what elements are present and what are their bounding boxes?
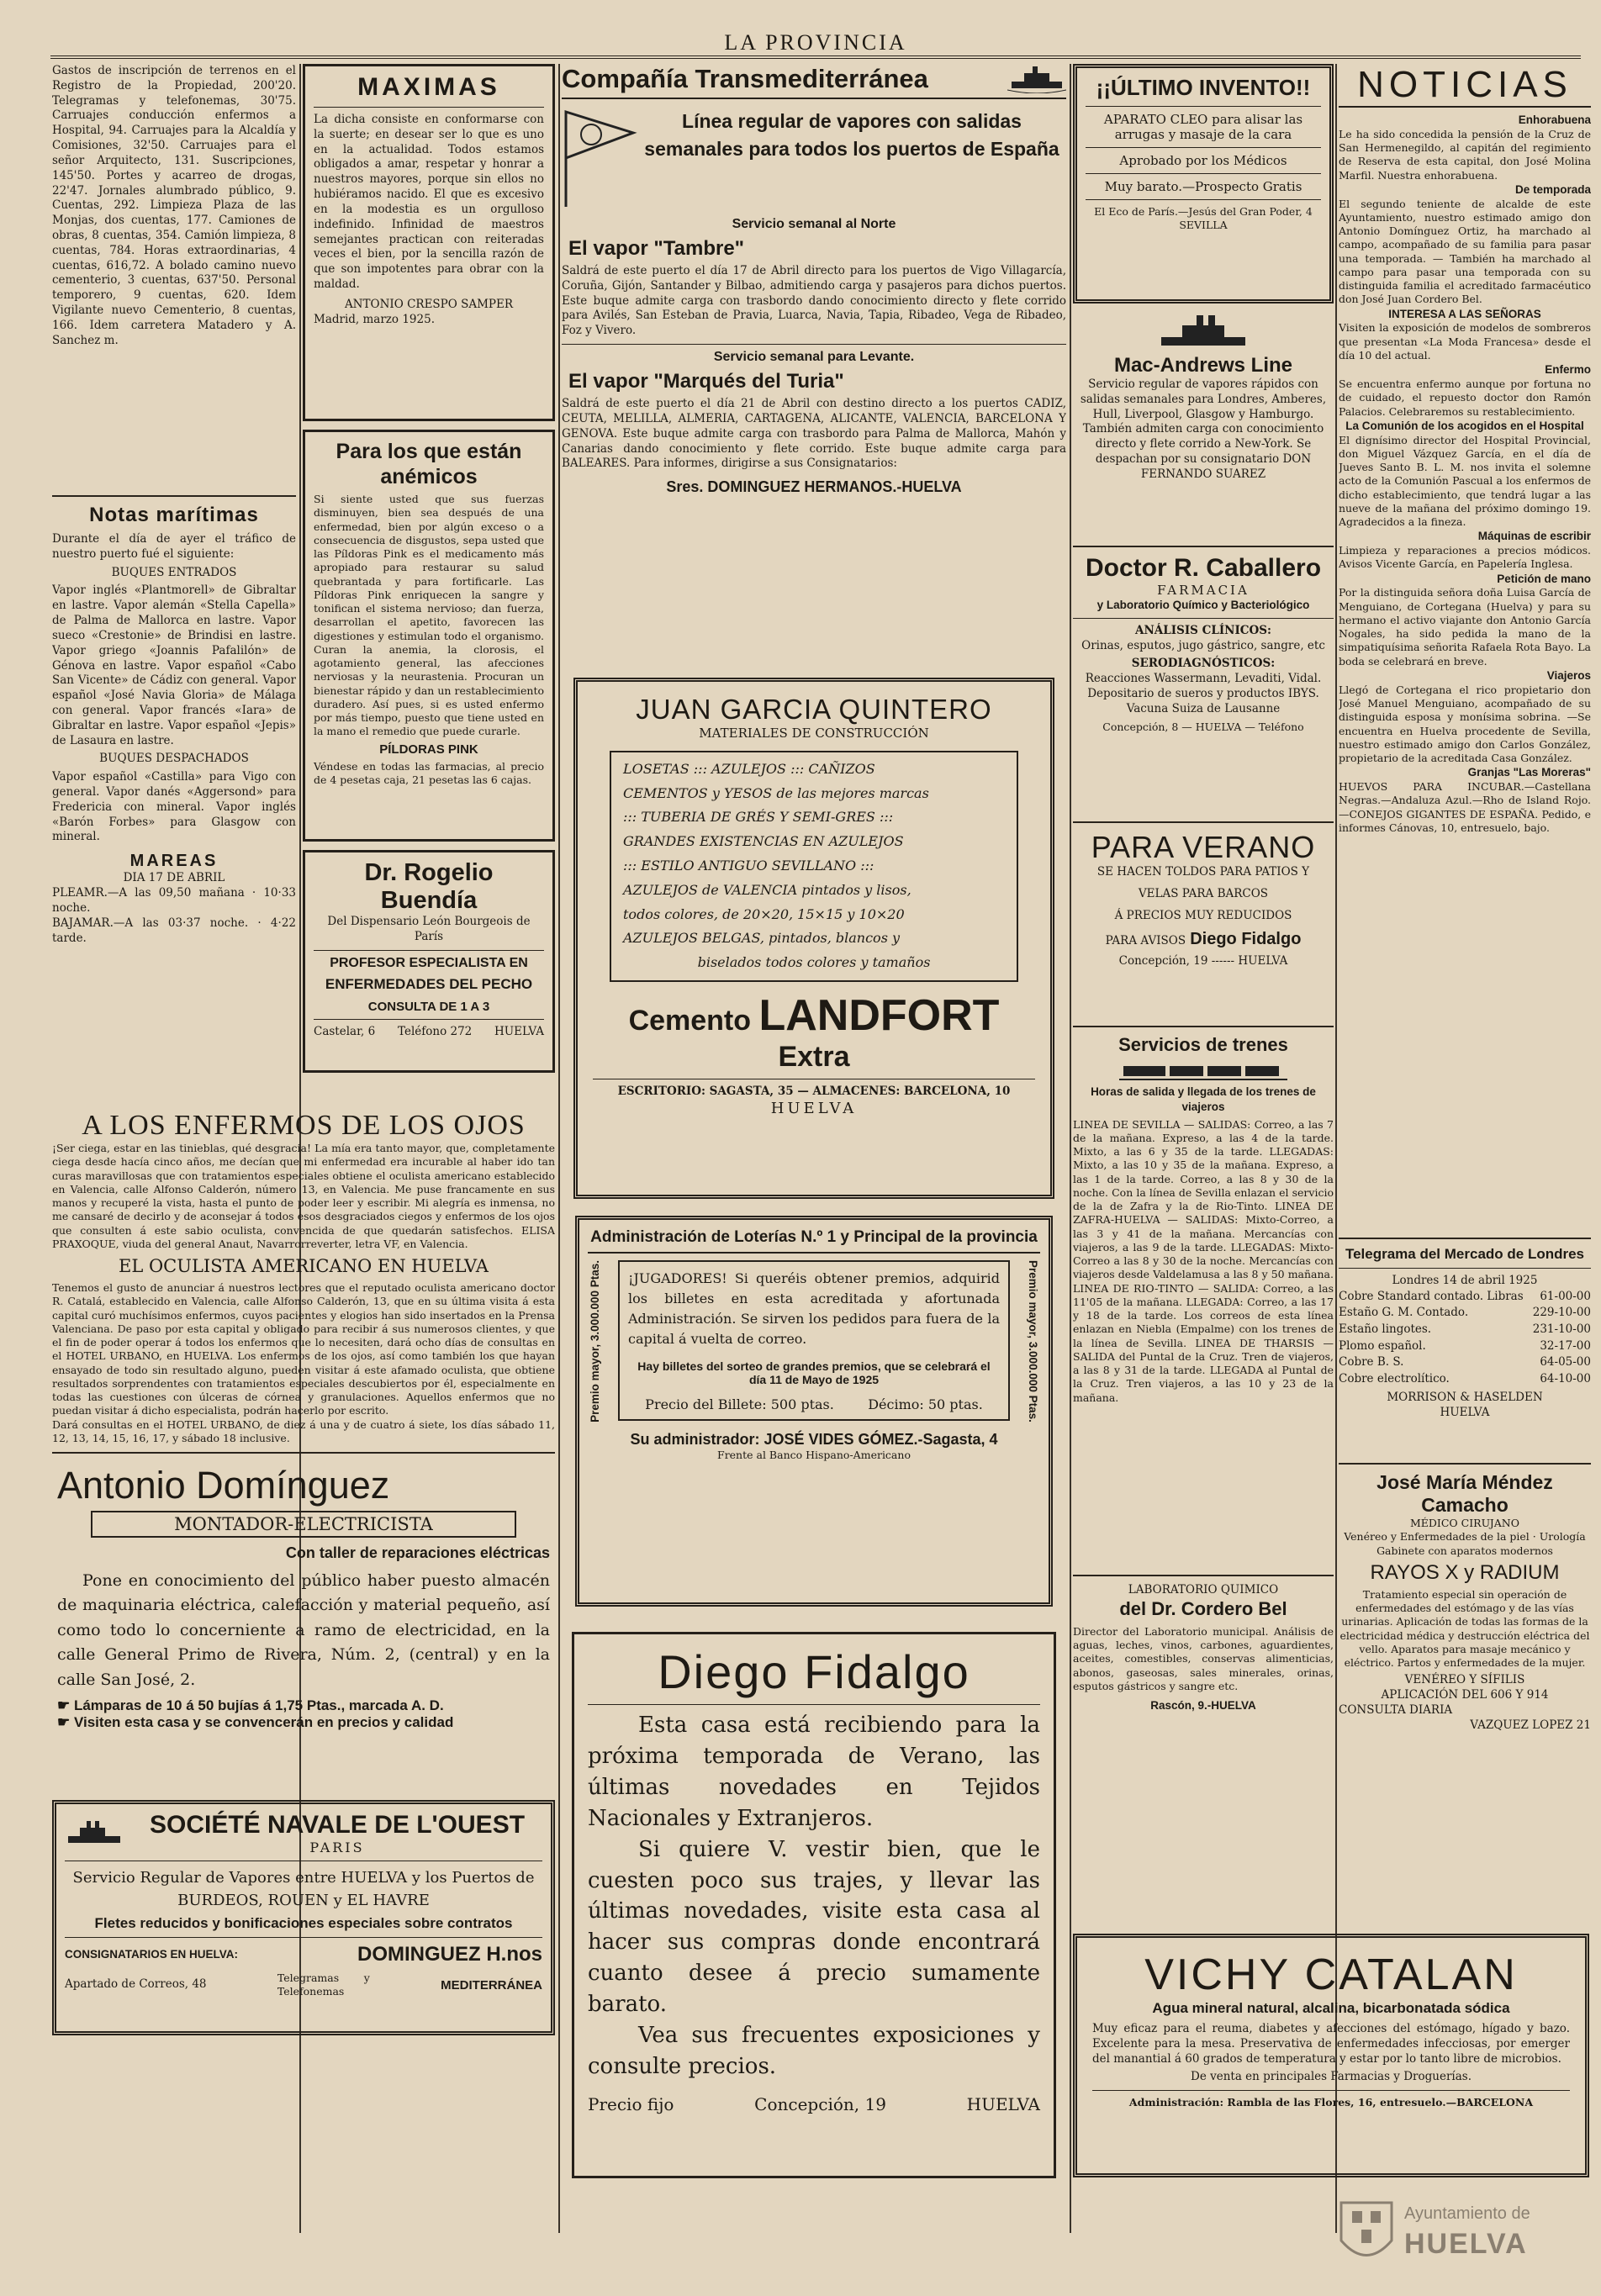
norte-body: Saldrá de este puerto el día 17 de Abril directo para los puertos de Vigo Villagarcía, Coruña, Gijón, Santander y Bilbao, admitiendo carga y pasajeros para dichos puertos. Este buque admite carga con trasbordo dando conocimiento directo y flete corrido para Avilés, San Esteban de Pravia, Luarca, Navia, Tapia, Ribadeo, Vega de Ribadeo, Foz y Vivero.	[562, 264, 1066, 338]
fidalgo-footer	[588, 2094, 1040, 2114]
mendez-sub3: Gabinete con aparatos modernos	[1376, 1544, 1553, 1557]
caballero-analisis-body: Orinas, esputos, jugo gástrico, sangre, etc	[1081, 638, 1325, 652]
notas-maritimas-title: Notas marítimas	[89, 504, 259, 526]
mareas-date: DIA 17 DE ABRIL	[123, 871, 225, 885]
caballero-sero: SERODIAGNÓSTICOS:	[1131, 657, 1276, 671]
invento-city: SEVILLA	[1179, 219, 1228, 232]
vichy-sub: Agua mineral natural, alcalina, bicarbonatada sódica	[1152, 2000, 1510, 2016]
trenes-body: LINEA DE SEVILLA — SALIDAS: Correo, a las 7 de la mañana. Expreso, a las 4 de la tarde. Mixto, a las 6 y 35 de la tarde. LLEGADAS: Mixto, a las 10 y 35 de la mañana. Expreso, a las 1 de la tarde. Correo, a las 8 y 30 de la noche. Con la línea de Sevilla enlazan el servicio de la de Zafra y la de Rio-Tinto. LINEA DE ZAFRA-HUELVA — SALIDAS: Mixto-Correo, a las 3 y 41 de la mañana. Mercancías con viajeros, a las 9 de la tarde. LLEGADAS: Mixto-Correo a las 8 y 30 de la noche. Mercancías con viajeros desde Valdelamusa a las 8 y 50 mañana. LINEA DE RIO-TINTO — SALIDA: Correo, a las 11'05 de la mañana. LLEGADA: Correo, a las 17 y 18 de la tarde. Los correos de esta línea enlazan en Niebla (Empalme) con los trenes de la línea de Sevilla. LINEA DE THARSIS — SALIDA del Puntal de la Cruz. Tren de viajeros, a las 8 y 31 de la tarde. LLEGADA al Puntal de la Cruz. Tren viajeros, a las 10 y 23 de la mañana.	[1073, 1117, 1334, 1404]
divider	[1086, 173, 1321, 174]
buendia-sub: Del Dispensario León Bourgeois de París	[327, 915, 531, 943]
mendez-name: José María Méndez Camacho	[1376, 1471, 1553, 1516]
telegrama-value: 231-10-00	[1532, 1322, 1591, 1336]
transmed-consignees: Sres. DOMINGUEZ HERMANOS.-HUELVA	[666, 478, 962, 496]
levante-ship: El vapor "Marqués del Turia"	[568, 370, 844, 393]
mendez-venereo: VENÉREO Y SÍFILIS	[1404, 1673, 1525, 1687]
dominguez-lamps	[57, 1697, 550, 1714]
dominguez-visit	[57, 1714, 550, 1731]
telegrama-firm: MORRISON & HASELDEN	[1387, 1391, 1543, 1405]
navale-name: SOCIÉTÉ NAVALE DE L'OUEST	[149, 1811, 526, 1839]
loterias-prices	[628, 1396, 1000, 1412]
noticia-item	[1339, 307, 1591, 363]
caballero-addr: Concepción, 8 — HUELVA — Teléfono	[1102, 720, 1304, 733]
dominguez-ad	[52, 1460, 555, 1795]
telegrama-date: Londres 14 de abril 1925	[1392, 1274, 1538, 1287]
noticia-heading: La Comunión de los acogidos en el Hospital	[1345, 419, 1584, 432]
divider	[1073, 546, 1334, 547]
mendez-ad	[1339, 1471, 1591, 1841]
noticia-heading: Petición de mano	[1497, 572, 1591, 585]
quintero-name: JUAN GARCIA QUINTERO	[636, 694, 992, 725]
invento-barato: Muy barato.—Prospecto Gratis	[1104, 179, 1302, 195]
buendia-phone: Teléfono 272	[398, 1024, 473, 1038]
invento-ad	[1073, 64, 1334, 303]
noticia-heading: Viajeros	[1546, 668, 1591, 682]
verano-l4b: Diego Fidalgo	[1190, 930, 1302, 949]
loterias-sorteo: Hay billetes del sorteo de grandes premios, que se celebrará el día 11 de Mayo de 1925	[637, 1359, 991, 1386]
verano-title: PARA VERANO	[1091, 830, 1316, 864]
navale-ad	[52, 1800, 555, 2035]
telegrama-value: 61-00-00	[1540, 1289, 1591, 1303]
vichy-body: Muy eficaz para el reuma, diabetes y afecciones del estómago, hígado y bazo. Excelente para la mesa. Preservativa de enfermedades infecciosas, por emerger del manantial á 60 grados de temperatura y estar por lo tanto libre de microbios.	[1092, 2022, 1570, 2066]
mendez-consulta: CONSULTA DIARIA	[1339, 1702, 1453, 1717]
navale-body: Servicio Regular de Vapores entre HUELVA y los Puertos de BURDEOS, ROUEN y EL HAVRE	[72, 1869, 535, 1909]
vichy-ad	[1073, 1934, 1589, 2177]
mendez-rayos: RAYOS X y RADIUM	[1370, 1560, 1560, 1584]
quintero-products	[610, 751, 1018, 982]
navale-consig: CONSIGNATARIOS EN HUELVA:	[65, 1948, 239, 1961]
caballero-analisis: ANÁLISIS CLÍNICOS:	[1134, 623, 1272, 637]
quintero-line: AZULEJOS BELGAS, pintados, blancos y	[623, 930, 901, 947]
divider	[1073, 1575, 1334, 1576]
fidalgo-p2: Si quiere V. vestir bien, que le cuesten poco sus trajes, y llevar las últimas novedades, visite esta casa al hacer sus compras donde encontrará cuanto desee á precio sumamente barato.	[588, 1836, 1040, 2018]
quintero-office: ESCRITORIO: SAGASTA, 35 — ALMACENES: BARCELONA, 10	[617, 1084, 1011, 1098]
divider	[1092, 2090, 1570, 2091]
transmed-line: Línea regular de vapores con salidas semanales para todos los puertos de España	[644, 110, 1059, 161]
quintero-line: LOSETAS ::: AZULEJOS ::: CAÑIZOS	[623, 760, 875, 777]
divider	[1339, 1238, 1591, 1239]
noticia-text: HUEVOS PARA INCUBAR.—Castellana Negras.—Andaluza Azul.—Rho de Island Rojo.—CONEJOS GIGANTES DE ESPAÑA. Pedido, e informes Cánovas, 10, entresuelo, bajo.	[1339, 780, 1591, 834]
hand-icon: ☛	[57, 1714, 74, 1731]
loterias-decimo: Décimo: 50 ptas.	[868, 1396, 983, 1412]
cement-label: Cemento	[628, 1004, 759, 1037]
divider	[1073, 821, 1334, 823]
notas-intro: Durante el día de ayer el tráfico de nuestro puerto fué el siguiente:	[52, 532, 296, 561]
verano-avisos	[1073, 930, 1334, 949]
telegrama-row	[1339, 1371, 1591, 1388]
verano-l3: Á PRECIOS MUY REDUCIDOS	[1114, 908, 1292, 922]
telegrama-row	[1339, 1354, 1591, 1371]
ship-icon	[1153, 312, 1254, 354]
quintero-line: ::: ESTILO ANTIGUO SEVILLANO :::	[623, 857, 874, 874]
navale-fletes: Fletes reducidos y bonificaciones especiales sobre contratos	[94, 1915, 513, 1931]
transmed-title: Compañía Transmediterránea	[562, 64, 928, 93]
divider	[65, 1937, 542, 1938]
macandrews-title: Mac-Andrews Line	[1113, 354, 1293, 377]
dominguez-lamps-text: Lámparas de 10 á 50 bujías á 1,75 Ptas., marcada A. D.	[73, 1697, 444, 1714]
telegrama-row	[1339, 1322, 1591, 1338]
mendez-addr: VAZQUEZ LOPEZ 21	[1470, 1718, 1591, 1732]
loterias-inner	[618, 1260, 1010, 1421]
enfermos-body: ¡Ser ciega, estar en las tinieblas, qué desgracia! La mía era tanto mayor, que, completamente ciega desde hacía cinco años, me decían que mi enfermedad era incurable al haber ido tan curas maravillosas que con tratamientos especiales obtiene el oculista americano establecido en Valencia, calle Alfonso Calderón, número 13, en Valencia. Me puse francamente en sus manos y recuperé la vista, hasta el punto de poder leer y escribir. Mi alegría es inmensa, no me cansaré de decirlo y de aconsejar á todos esos desgraciados ciegos y enfermos de los ojos que consulten á este sabio oculista, convencida de que quedarán satisfechos. ELISA PRAXOQUE, viuda del general Anaut, Navarrorreverter, letra VF, en Valencia.	[52, 1142, 555, 1250]
mendez-sub2: Venéreo y Enfermedades de la piel · Urología	[1344, 1530, 1586, 1544]
divider	[314, 950, 544, 951]
quintero-line: ::: TUBERIA DE GRÉS Y SEMI-GRES :::	[623, 809, 894, 826]
loterias-ad	[575, 1216, 1053, 1607]
column-3	[562, 64, 1066, 2267]
navale-consig-row	[65, 1943, 542, 1966]
quintero-line: AZULEJOS de VALENCIA pintados y lisos,	[623, 881, 911, 898]
telegrama-section	[1339, 1246, 1591, 1456]
buendia-spec2: ENFERMEDADES DEL PECHO	[325, 975, 533, 992]
noticia-text: Se encuentra enfermo aunque por fortuna no de cuidado, el repuesto doctor don Ramón Palacios. Celebraremos su restablecimiento.	[1339, 377, 1591, 418]
telegrama-item: Cobre B. S.	[1339, 1355, 1404, 1370]
noticia-item	[1339, 419, 1591, 530]
buques-entrados: Vapor inglés «Plantmorell» de Gibraltar en lastre. Vapor alemán «Stella Capella» de Palma de Mallorca en lastre. Vapor sueco «Crestonie» de Brindisi en lastre. Vapor griego «Joannis Pafalilón» de Génova en lastre. Vapor español «Cabo San Vicente» de Cádiz con general. Vapor español «José Navia Gloria» de Málaga con general. Vapor francés «Iara» de Gibraltar en lastre. Vapor español «Jepis» de Lasaura en lastre.	[52, 583, 296, 747]
fidalgo-precio: Precio fijo	[588, 2093, 674, 2114]
telegrama-value: 64-10-00	[1540, 1371, 1591, 1386]
quintero-line: CEMENTOS y YESOS de las mejores marcas	[623, 784, 929, 801]
divider	[1339, 1268, 1591, 1269]
cordero-name: del Dr. Cordero Bel	[1119, 1597, 1287, 1619]
caballero-sero-body: Reacciones Wassermann, Levaditi, Vidal. Depositario de sueros y productos IBYS. Vacuna Suiza de Lausanne	[1085, 672, 1322, 715]
mendez-aplic: APLICACIÓN DEL 606 Y 914	[1381, 1688, 1549, 1702]
bulb-icon: ☛	[57, 1697, 74, 1714]
mareas-title: MAREAS	[129, 852, 219, 871]
divider	[1086, 199, 1321, 200]
fidalgo-address: Concepción, 19	[754, 2093, 886, 2114]
divider	[1339, 1463, 1591, 1465]
dominguez-taller: Con taller de reparaciones eléctricas	[285, 1544, 550, 1561]
telegrama-item: Estaño G. M. Contado.	[1339, 1306, 1469, 1320]
coat-of-arms-icon	[1337, 2194, 1396, 2270]
buendia-address: Castelar, 6	[314, 1024, 376, 1038]
dominguez-visit-text: Visiten esta casa y se convencerán en precios y calidad	[73, 1714, 454, 1731]
buques-despachados: Vapor español «Castilla» para Vigo con general. Vapor danés «Aggersond» para Fredericia con mineral. Vapor inglés «Barón Forbes» para Glasgow con mineral.	[52, 770, 296, 844]
ship-icon	[1007, 65, 1066, 93]
noticias-title: NOTICIAS	[1339, 64, 1591, 108]
loterias-admin2: Frente al Banco Hispano-Americano	[717, 1448, 911, 1461]
noticia-text: Visiten la exposición de modelos de sombreros que presentan «La Moda Francesa» desde el día 10 del actual.	[1339, 321, 1591, 362]
telegrama-item: Plomo español.	[1339, 1338, 1426, 1353]
levante-body: Saldrá de este puerto el día 21 de Abril con destino directo a los puertos CADIZ, CEUTA, MELILLA, ALMERIA, CARTAGENA, ALICANTE, VALENCIA, BARCELONA Y GENOVA. Este buque admite carga con trasbordo para Palma de Mallorca, Mahón y Canarias dando conocimiento y flete corrido. Este buque admite carga para BALEARES. Para informes, dirigirse a sus Consignatarios:	[562, 397, 1066, 471]
anemicos-note: Véndese en todas las farmacias, al precio de 4 pesetas caja, 21 pesetas las 6 cajas.	[314, 759, 544, 786]
macandrews-body: Servicio regular de vapores rápidos con salidas semanales para Londres, Amberes, Hull, Liverpool, Glasgow y Hamburgo. También admiten carga con conocimiento directo y flete corrido a New-York. Se despachan por su consignatario DON FERNANDO SUAREZ	[1080, 377, 1327, 481]
norte-ship: El vapor "Tambre"	[568, 237, 745, 260]
loterias-price: Precio del Billete: 500 ptas.	[645, 1396, 834, 1412]
navale-city: PARIS	[309, 1839, 365, 1855]
fidalgo-city: HUELVA	[966, 2093, 1040, 2114]
anemicos-title: Para los que están anémicos	[336, 440, 522, 488]
quintero-ad	[573, 678, 1054, 1199]
invento-addr: El Eco de París.—Jesús del Gran Poder, 4	[1094, 205, 1313, 219]
dominguez-body: Pone en conocimiento del público haber puesto almacén de maquinaria eléctrica, calefacción y material pequeño, así como todo lo concerniente a ramo de electricidad, en la calle General Primo de Rivera, Núm. 2, (central) y en la calle San José, 2.	[57, 1571, 550, 1689]
maximas-box	[303, 64, 555, 421]
pildoras-pink: PÍLDORAS PINK	[379, 742, 478, 757]
column-rule	[1070, 64, 1071, 2233]
quintero-line: biselados todos colores y tamaños	[697, 954, 931, 971]
buques-entrados-title: BUQUES ENTRADOS	[111, 565, 237, 579]
quintero-sub: MATERIALES DE CONSTRUCCIÓN	[699, 726, 929, 741]
invento-aparato: APARATO CLEO para alisar las arrugas y masaje de la cara	[1103, 112, 1303, 143]
trenes-section	[1073, 1034, 1334, 1568]
loterias-side-right: Premio mayor, 3.000.000 Ptas.	[1027, 1260, 1039, 1422]
transmediterranea-ad	[562, 64, 1066, 678]
masthead: LA PROVINCIA	[50, 30, 1581, 59]
macandrews-ad	[1073, 312, 1334, 539]
telegrama-row	[1339, 1338, 1591, 1355]
buendia-spec1: PROFESOR ESPECIALISTA EN	[330, 955, 528, 970]
noticia-text: El segundo teniente de alcalde de este Ayuntamiento, nuestro estimado amigo don Antonio Domínguez Ortiz, ha marchado al campo, acompañado de su familia para pasar una temporada. — También ha marchado al campo para pasar una temporada con su distinguida familia el acreditado farmacéutico don José Juan Cordero Bel.	[1339, 197, 1591, 306]
noticia-text: Por la distinguida señora doña Luisa García de Menguiano, de Cortegana (Huelva) y para su hermano el activo viajante don Antonio García Nogales, ha sido pedida la mano de la simpatiquísima señorita Rafaela Rota Bayo. La boda se celebrará en breve.	[1339, 586, 1591, 668]
navale-bottom-row	[65, 1971, 542, 1999]
column-5	[1339, 64, 1591, 1930]
divider	[52, 495, 296, 497]
maximas-body: La dicha consiste en conformarse con la suerte; en desear ser lo que es uno en la actualidad. Todos estamos obligados a amar, respetar y honrar a nuestros mayores, porque sin ellos no hubiéramos nacido. El que es excesivo en la modestia es un orgulloso indefinido. Infinidad de maestros semejantes practican con reiteradas veces el bien, por la sencilla razón de que son impotentes para obrar con la maldad.	[314, 113, 544, 291]
column-1	[52, 64, 296, 1027]
norte-title: Servicio semanal al Norte	[732, 217, 896, 231]
invento-aprob: Aprobado por los Médicos	[1119, 153, 1287, 169]
navale-apartado: Apartado de Correos, 48	[65, 1977, 207, 1992]
quintero-city: HUELVA	[770, 1099, 858, 1117]
transmed-line-row	[562, 108, 1066, 208]
steamship-icon	[65, 1819, 124, 1848]
bajamar: BAJAMAR.—A las 03·37 noche. · 4·22 tarde.	[52, 916, 296, 945]
trenes-sub: Horas de salida y llegada de los trenes de viajeros	[1091, 1085, 1316, 1113]
navale-header	[65, 1811, 542, 1855]
navale-tel: Telegramas y Telefonemas	[277, 1971, 370, 1998]
loterias-title: Administración de Loterías N.º 1 y Principal de la provincia	[588, 1228, 1040, 1254]
vichy-admin: Administración: Rambla de las Flores, 16, entresuelo.—BARCELONA	[1128, 2096, 1534, 2109]
telegrama-table	[1339, 1289, 1591, 1387]
verano-ad	[1073, 830, 1334, 1019]
telegrama-row	[1339, 1305, 1591, 1322]
footer-line2: HUELVA	[1404, 2228, 1528, 2260]
loterias-admin: Su administrador: JOSÉ VIDES GÓMEZ.-Sagasta, 4	[630, 1430, 998, 1448]
noticia-heading: Enhorabuena	[1518, 113, 1591, 126]
telegrama-item: Cobre Standard contado. Libras	[1339, 1289, 1524, 1303]
fidalgo-name: Diego Fidalgo	[658, 1645, 970, 1698]
noticia-text: Le ha sido concedida la pensión de la Cruz de San Hermenegildo, al capitán del regimiento de Reserva de esta capital, don José Molina Marfil. Nuestra enhorabuena.	[1339, 127, 1591, 182]
invento-title: ¡¡ÚLTIMO INVENTO!!	[1096, 75, 1311, 100]
caballero-sub2: y Laboratorio Químico y Bacteriológico	[1096, 599, 1310, 611]
oculista-dates: Dará consultas en el HOTEL URBANO, de diez á una y de cuatro á siete, los días sábado 11, 12, 13, 14, 15, 16, 17, y sábado 18 inclusive.	[52, 1417, 555, 1444]
divider	[588, 1704, 1040, 1705]
mendez-sub: MÉDICO CIRUJANO	[1409, 1517, 1519, 1529]
telegrama-title: Telegrama del Mercado de Londres	[1345, 1246, 1585, 1262]
buendia-name: Dr. Rogelio Buendía	[364, 859, 494, 914]
levante-title: Servicio semanal para Levante.	[713, 350, 915, 365]
transmed-header	[562, 64, 1066, 99]
maximas-place: Madrid, marzo 1925.	[314, 312, 435, 326]
divider	[1086, 147, 1321, 148]
footer-line1: Ayuntamiento de	[1404, 2204, 1530, 2223]
cordero-body: Director del Laboratorio municipal. Análisis de aguas, leches, vinos, carbones, aguardientes, aceites, comestibles, conservas alimenticias, abonos, gaseosas, sales minerales, orinas, esputos gástricos y sangre etc.	[1073, 1624, 1334, 1692]
dominguez-name: Antonio Domínguez	[57, 1464, 390, 1507]
oculista-body: Tenemos el gusto de anunciar á nuestros lectores que el reputado oculista americano doctor R. Catalá, establecido en Valencia, calle Alfonso Calderón, 13, que en su última visita á esta capital curó muchísimos enfermos, cuyos pacientes y elogios han sido insertados en la Prensa Valenciana. De paso por esta capital y obligado para recibir á sus numerosos clientes, y que el fin de poder operar á todos los enfermos que lo necesiten, dará ocho días de consultas en el HOTEL URBANO, en HUELVA. Los enfermos de los ojos, así como también los que hayan ensayado de todo sin resultado alguno, pueden visitar á este afamado oculista, que obtiene resultados sorprendentes con tratamientos especiales descubiertos por él, especialmente en todas las cuestiones con úlceras de córnea y granulaciones. Aquellos enfermos que no puedan visitar á dicho especialista, podrán hacerlo por escrito.	[52, 1281, 555, 1417]
divider	[562, 344, 1066, 345]
quintero-line: GRANDES EXISTENCIAS EN AZULEJOS	[623, 833, 904, 850]
buendia-contact	[314, 1025, 544, 1040]
telegrama-value: 229-10-00	[1532, 1306, 1591, 1320]
caballero-ad	[1073, 554, 1334, 815]
divider	[52, 1452, 555, 1454]
noticia-heading: De temporada	[1514, 182, 1591, 196]
noticias-list	[1339, 113, 1591, 1231]
anemicos-body: Si siente usted que sus fuerzas disminuyen, bien sea después de una enfermedad, bien por algún exceso o a consecuencia de disgustos, sepa usted que las Píldoras Pink es el medicamento más apropiado para restaurar su salud quebrantada y para fortificarle. Las Píldoras Pink enriquecen la sangre y tonifican el sistema nervioso; dan fuerza, desarrollan el apetito, favorecen las digestiones y estimulan todo el organismo. Curan la anemia, la clorosis, el agotamiento general, las afecciones nerviosas y la neurastenia. Procuran un bienestar rápido y dan un restablecimiento duradero. Así pues, si es usted enfermo por más tiempo, puesto que tiene usted en la mano el remedio que puede curarle.	[314, 493, 544, 738]
verano-l2: VELAS PARA BARCOS	[1138, 886, 1269, 900]
enfermos-title: A LOS ENFERMOS DE LOS OJOS	[82, 1110, 526, 1141]
telegrama-row	[1339, 1289, 1591, 1306]
column-rule	[1335, 64, 1337, 2233]
verano-l5: Concepción, 19 ------ HUELVA	[1118, 954, 1288, 969]
buendia-city: HUELVA	[494, 1024, 544, 1038]
noticia-item	[1339, 765, 1591, 835]
spacer	[562, 1199, 1066, 1216]
noticia-text: Llegó de Cortegana el rico propietario don José Manuel Menguiano, acompañado de su distinguida esposa y monísima sobrina. —Se encuentra en Huelva procedente de Sevilla, nuestro estimado amigo don Carlos González, propietario de la acreditada Casa González.	[1339, 683, 1591, 764]
noticia-item	[1339, 668, 1591, 765]
noticia-heading: Granjas "Las Moreras"	[1467, 766, 1591, 779]
vichy-name: VICHY CATALAN	[1144, 1950, 1518, 1999]
telegrama-item: Estaño lingotes.	[1339, 1322, 1432, 1336]
fidalgo-p3: Vea sus frecuentes exposiciones y consulte precios.	[588, 2023, 1040, 2079]
loterias-body: ¡JUGADORES! Si queréis obtener premios, adquirid los billetes en esta acreditada y afortunada Administración. Se sirven los pedidos para fuera de la capital á vuelta de correo.	[628, 1270, 1000, 1347]
maximas-author: ANTONIO CRESPO SAMPER	[344, 297, 514, 311]
noticia-item	[1339, 572, 1591, 668]
flag-icon	[562, 108, 637, 208]
fidalgo-p1: Esta casa está recibiendo para la próxima temporada de Verano, las últimas novedades en Tejidos Nacionales y Extranjeros.	[588, 1713, 1040, 1831]
quintero-line: todos colores, de 20×20, 15×15 y 10×20	[623, 905, 905, 922]
telegrama-item: Cobre electrolítico.	[1339, 1371, 1450, 1386]
column-rule	[558, 64, 560, 2233]
mendez-body: Tratamiento especial sin operación de enfermedades del estómago y de las vías urinarias. Aplicación de todas las formas de la electricidad médica y destrucción eléctrica del vello. Aparatos para masaje mecánico y eléctrico. Partos y enfermedades de la mujer.	[1339, 1587, 1590, 1669]
vichy-venta: De venta en principales Farmacias y Droguerías.	[1191, 2070, 1472, 2084]
divider	[1073, 618, 1334, 619]
vichy-area	[1073, 1934, 1589, 2182]
spacer	[562, 1607, 1066, 1632]
telegrama-value: 64-05-00	[1540, 1355, 1591, 1370]
column-2	[303, 64, 555, 1106]
buendia-hours: CONSULTA DE 1 A 3	[367, 999, 490, 1014]
trenes-title: Servicios de trenes	[1118, 1034, 1288, 1055]
dominguez-role: MONTADOR-ELECTRICISTA	[91, 1511, 516, 1538]
column-4	[1073, 64, 1334, 1930]
maximas-title: MAXIMAS	[357, 73, 500, 101]
buendia-box	[303, 850, 555, 1073]
noticia-text: El dignísimo director del Hospital Provincial, don Miguel Vázquez García, en el día de Jueves Santo B. L. M. nos invita el solemne acto de la Comunión Pascual a los enfermos de dicho establecimiento, que tendrá lugar a las nueve de la mañana del próximo domingo 19. Agradecidos a la fineza.	[1339, 433, 1591, 529]
noticia-item	[1339, 362, 1591, 419]
cordero-addr: Rascón, 9.-HUELVA	[1150, 1699, 1256, 1713]
noticia-item	[1339, 113, 1591, 182]
telegrama-city: HUELVA	[1440, 1406, 1490, 1419]
divider	[314, 1019, 544, 1020]
telegrama-value: 32-17-00	[1540, 1338, 1591, 1353]
buques-despachados-title: BUQUES DESPACHADOS	[99, 752, 249, 766]
navale-title-group	[132, 1811, 542, 1855]
divider	[1073, 1026, 1334, 1027]
lower-left-block	[52, 1110, 555, 2203]
divider	[314, 107, 544, 108]
noticia-item	[1339, 529, 1591, 571]
cement-extra: Extra	[778, 1040, 850, 1073]
ayuntamiento-logo	[1337, 2186, 1589, 2278]
fidalgo-ad	[572, 1632, 1056, 2178]
noticia-heading: Enfermo	[1545, 363, 1591, 377]
loterias-side-left: Premio mayor, 3.000.000 Ptas.	[589, 1260, 601, 1422]
train-icon	[1119, 1059, 1287, 1081]
noticia-text: Limpieza y reparaciones a precios módicos. Avisos Vicente García, en Papelería Inglesa.	[1339, 544, 1591, 571]
loterias-body-row	[588, 1260, 1040, 1422]
navale-consig-name: DOMINGUEZ H.nos	[357, 1943, 542, 1966]
pleamar: PLEAMR.—A las 09,50 mañana · 10·33 noche.	[52, 886, 296, 915]
caballero-sub: FARMACIA	[1157, 583, 1250, 598]
verano-l4a: PARA AVISOS	[1105, 934, 1186, 948]
loterias-center	[610, 1260, 1018, 1422]
navale-med: MEDITERRÁNEA	[441, 1977, 542, 1993]
noticia-heading: Máquinas de escribir	[1477, 530, 1591, 543]
caballero-name: Doctor R. Caballero	[1085, 554, 1322, 582]
landfort-brand: LANDFORT	[758, 990, 1000, 1040]
verano-l1: SE HACEN TOLDOS PARA PATIOS Y	[1096, 865, 1310, 879]
landfort-line	[593, 990, 1035, 1074]
municipal-accounts: Gastos de inscripción de terrenos en el Registro de la Propiedad, 200'20. Telegramas y telefonemas, 30'75. Carruajes conducción enfermos a Hospital, 94. Carruajes para la Alcaldía y Comisiones, 32'50. Carruajes para el señor Arquitecto, 131. Suscripciones, 145'50. Portes y acarreo de drogas, 22'47. Jornales alumbrado público, 9. Cuentas, 292. Limpieza Plaza de las Monjas, dos cuentas, 177. Camiones de obras, 8 cuentas, 354. Camión limpieza, 8 cuentas, 784. Horas extraordinarias, 4 cuentas, 616,72. A bolado camino nuevo cementerio, 3 cuentas, 637'50. Personal temporero, 9 cuentas, 620. Idem Vigilante nuevo Cementerio, 8 cuentas, 166. Idem carretera Matadero y A. Sanchez m.	[52, 64, 296, 347]
divider	[1086, 106, 1321, 107]
cordero-title: LABORATORIO QUIMICO	[1128, 1583, 1279, 1597]
oculista-title: EL OCULISTA AMERICANO EN HUELVA	[119, 1256, 489, 1276]
cordero-ad	[1073, 1583, 1334, 1793]
noticia-item	[1339, 182, 1591, 307]
anemicos-box	[303, 430, 555, 842]
noticia-heading: INTERESA A LAS SEÑORAS	[1388, 307, 1541, 320]
